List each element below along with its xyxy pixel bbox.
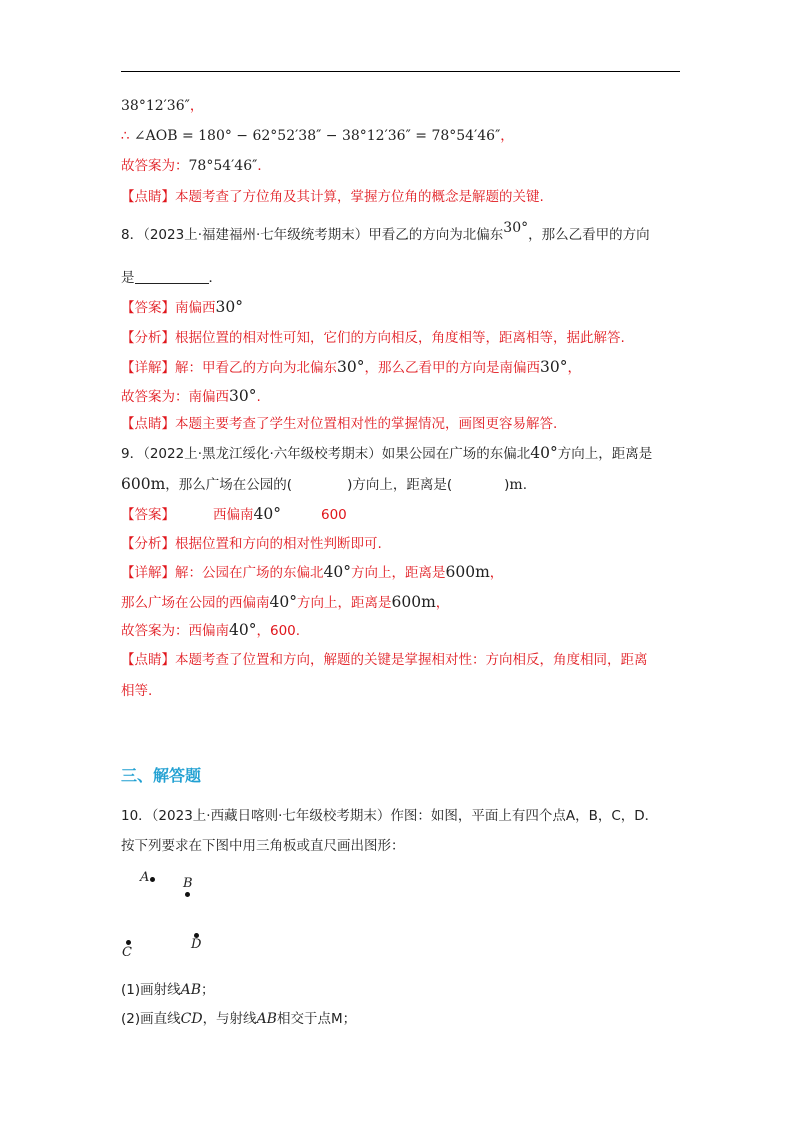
q10-stem-1: 10．（2023上·西藏日喀则·七年级校考期末）作图：如图，平面上有四个点A，B，C，D． [121, 808, 659, 824]
q9-answer [121, 504, 347, 525]
answer-label: 故答案为： [121, 158, 189, 174]
distance: 600m [391, 593, 436, 611]
distance: 600m [121, 475, 166, 493]
comment-line: 【点睛】本题考查了方位角及其计算，掌握方位角的概念是解题的关键. [121, 189, 544, 205]
therefore-symbol: ∴ [121, 128, 130, 144]
header-rule [121, 71, 680, 72]
detail-text: 方向上，距离是 [350, 565, 446, 581]
q9-text: )方向上，距离是( [347, 477, 453, 493]
punct: ； [201, 982, 215, 998]
q10-item-1 [121, 980, 215, 1000]
angle-value: 38°12′36″ [121, 98, 190, 114]
detail-text: 方向上，距离是 [296, 595, 392, 611]
point-b-dot [185, 892, 190, 897]
final-text: ，600. [256, 623, 301, 639]
punct: . [256, 389, 261, 405]
punct: ． [257, 158, 271, 174]
item-text: ，与射线 [202, 1011, 257, 1027]
q8-stem [121, 220, 650, 245]
punct: ， [500, 128, 514, 144]
final-text: 故答案为：南偏西 [121, 389, 229, 405]
point-label-c: C [122, 945, 132, 960]
q9-detail-1 [121, 562, 503, 583]
item-text: 相交于点M； [276, 1011, 357, 1027]
q8-text2: ，那么乙看甲的方向 [528, 227, 650, 243]
answer-angle: 30° [215, 298, 243, 316]
q10-stem-2: 按下列要求在下图中用三角板或直尺画出图形： [121, 838, 405, 854]
punct: . [522, 477, 527, 493]
item-text: (1)画射线 [121, 982, 181, 998]
q9-comment-1: 【点睛】本题考查了位置和方向，解题的关键是掌握相对性：方向相反，角度相同，距离 [121, 652, 648, 668]
q9-stem-2 [121, 474, 527, 495]
point-a-dot [150, 877, 155, 882]
q9-text: ) [504, 477, 510, 493]
unit: m [509, 477, 523, 493]
detail-text: 【详解】解：甲看乙的方向为北偏东 [121, 360, 337, 376]
continuation-line-2 [121, 126, 514, 146]
continuation-line-1 [121, 96, 203, 116]
q8-text: 8．（2023上·福建福州·七年级统考期末）甲看乙的方向为北偏东 [121, 227, 504, 243]
punct: ， [489, 565, 504, 581]
q9-detail-2 [121, 592, 449, 613]
point-label-d: D [191, 937, 202, 952]
angle: 30° [539, 358, 568, 376]
ray-name: AB [256, 1011, 277, 1027]
punct: ， [567, 360, 581, 376]
punct: ． [208, 270, 222, 286]
point-label-b: B [183, 876, 193, 891]
answer-direction: 西偏南 [213, 507, 254, 523]
ray-name: AB [180, 982, 202, 998]
answer-blank[interactable] [135, 269, 209, 284]
q8-angle: 30° [503, 220, 529, 236]
angle: 40° [323, 563, 351, 581]
q8-final [121, 386, 261, 407]
detail-text: 那么广场在公园的西偏南 [121, 595, 270, 611]
q9-stem [121, 443, 652, 464]
q9-analysis: 【分析】根据位置和方向的相对性判断即可. [121, 536, 382, 552]
answer-label: 【答案】 [121, 507, 175, 523]
line-name: CD [180, 1011, 203, 1027]
q9-text: ，那么广场在公园的( [165, 477, 293, 493]
item-text: (2)画直线 [121, 1011, 181, 1027]
detail-text: ，那么乙看甲的方向是南偏西 [364, 360, 540, 376]
final-text: 故答案为：西偏南 [121, 623, 229, 639]
angle: 30° [337, 358, 365, 376]
angle: 40° [530, 444, 558, 462]
point-label-a: A [140, 870, 150, 885]
q8-answer [121, 297, 243, 318]
angle: 40° [229, 621, 257, 639]
angle-formula: ∠AOB = 180° − 62°52′38″ − 38°12′36″ = 78°54′46″ [133, 128, 501, 144]
punct: ， [189, 98, 204, 114]
q8-detail [121, 357, 581, 378]
answer-value: 78°54′46″ [188, 158, 258, 174]
section-title: 三、解答题 [121, 766, 202, 785]
continuation-line-3 [121, 156, 271, 176]
q9-text: 9．（2022上·黑龙江绥化·六年级校考期末）如果公园在广场的东偏北 [121, 446, 531, 462]
answer-angle: 40° [253, 505, 281, 523]
q9-text: 方向上，距离是 [557, 446, 653, 462]
q8-comment: 【点睛】本题主要考查了学生对位置相对性的掌握情况，画图更容易解答. [121, 416, 558, 432]
q9-final [121, 620, 300, 641]
answer-distance: 600 [320, 507, 347, 523]
detail-text: 【详解】解：公园在广场的东偏北 [121, 565, 324, 581]
angle: 30° [229, 387, 257, 405]
q8-analysis: 【分析】根据位置的相对性可知，它们的方向相反，角度相等，距离相等，据此解答. [121, 330, 625, 346]
distance: 600m [445, 563, 490, 581]
answer-label: 【答案】南偏西 [121, 300, 216, 316]
q8-text3: 是 [121, 270, 135, 286]
angle: 40° [269, 593, 297, 611]
q8-stem-2 [121, 268, 222, 288]
q9-comment-2: 相等. [121, 683, 153, 699]
q10-item-2 [121, 1009, 356, 1029]
punct: ， [435, 595, 450, 611]
